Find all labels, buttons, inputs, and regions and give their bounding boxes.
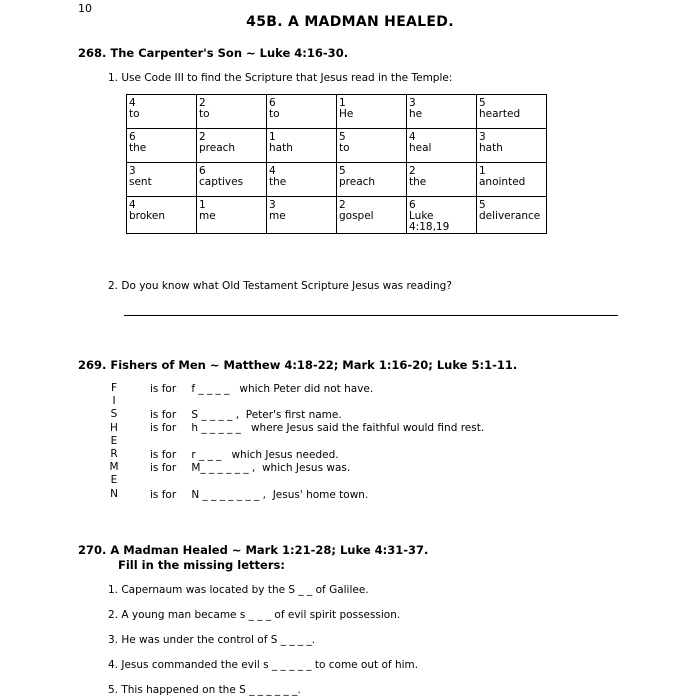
code-word: the [269, 176, 287, 188]
code-table-cell [267, 163, 337, 197]
code-number: 2 [199, 131, 206, 143]
code-table-cell [477, 95, 547, 129]
code-number: 6 [269, 97, 276, 109]
code-number: 2 [199, 97, 206, 109]
code-table-cell [337, 163, 407, 197]
blank-word[interactable]: f _ _ _ _ [191, 383, 230, 395]
code-number: 3 [129, 165, 136, 177]
code-number: 5 [479, 97, 486, 109]
code-word: Luke 4:18,19 [409, 210, 450, 233]
fishers-row-s [150, 409, 342, 421]
code-table-cell [477, 197, 547, 234]
code-word: anointed [479, 176, 526, 188]
acrostic-letter: S [110, 408, 118, 421]
code-number: 6 [199, 165, 206, 177]
code-table-cell [407, 129, 477, 163]
acrostic-letter: E [110, 434, 118, 447]
section-270-heading: 270. A Madman Healed ~ Mark 1:21-28; Luke 4:31-37. [78, 543, 429, 557]
fishers-row-n [150, 489, 368, 501]
code-table-cell [477, 129, 547, 163]
answer-line[interactable] [124, 315, 618, 316]
fishers-row-r [150, 449, 339, 461]
acrostic-letter: I [112, 395, 116, 408]
page-number: 10 [78, 2, 92, 15]
code-word: hearted [479, 108, 521, 120]
acrostic-letter: F [110, 382, 118, 394]
code-table-cell [127, 197, 197, 234]
section-268-question-1: 1. Use Code III to find the Scripture that Jesus read in the Temple: [108, 72, 453, 84]
acrostic-letter: N [110, 487, 118, 500]
fishers-row-m [150, 462, 350, 474]
code-table-cell [337, 129, 407, 163]
madman-question-3: 3. He was under the control of S _ _ _ _. [108, 634, 316, 646]
clue-text: which Jesus needed. [231, 449, 339, 461]
code-word: deliverance [479, 210, 541, 222]
fishers-row-f [150, 383, 373, 395]
code-table-cell [197, 129, 267, 163]
code-number: 3 [269, 199, 276, 211]
code-table-cell [267, 95, 337, 129]
fishers-row-h [150, 422, 484, 434]
code-table-row [127, 95, 547, 129]
code-number: 5 [339, 131, 346, 143]
code-word: gospel [339, 210, 374, 222]
is-for-label: is for [150, 462, 177, 474]
clue-text: which Peter did not have. [239, 383, 374, 395]
is-for-label: is for [150, 422, 177, 434]
code-table [126, 94, 547, 234]
code-number: 5 [339, 165, 346, 177]
clue-text: Peter's first name. [245, 409, 342, 421]
blank-word[interactable]: r _ _ _ [191, 449, 222, 461]
code-word: hath [479, 142, 503, 154]
madman-question-1: 1. Capernaum was located by the S _ _ of Galilee. [108, 584, 369, 596]
blank-word[interactable]: M_ _ _ _ _ _ , [191, 462, 256, 474]
code-number: 5 [479, 199, 486, 211]
code-table-cell [407, 197, 477, 234]
madman-question-4: 4. Jesus commanded the evil s _ _ _ _ _ to come out of him. [108, 659, 419, 671]
section-268-heading: 268. The Carpenter's Son ~ Luke 4:16-30. [78, 46, 349, 60]
code-number: 4 [409, 131, 416, 143]
code-word: to [339, 142, 350, 154]
clue-text: where Jesus said the faithful would find rest. [250, 422, 485, 434]
code-word: to [199, 108, 210, 120]
clue-text: which Jesus was. [261, 462, 351, 474]
code-number: 1 [339, 97, 346, 109]
section-268-question-2: 2. Do you know what Old Testament Scripture Jesus was reading? [108, 280, 452, 292]
code-table-cell [127, 95, 197, 129]
code-number: 6 [409, 199, 416, 211]
clue-text: Jesus' home town. [272, 489, 369, 501]
code-word: to [129, 108, 140, 120]
code-word: sent [129, 176, 152, 188]
code-number: 1 [479, 165, 486, 177]
code-word: me [269, 210, 286, 222]
page-title: 45B. A MADMAN HEALED. [246, 14, 454, 30]
code-word: preach [339, 176, 376, 188]
code-number: 6 [129, 131, 136, 143]
blank-word[interactable]: S _ _ _ _ , [191, 409, 240, 421]
code-number: 4 [129, 97, 136, 109]
code-word: me [199, 210, 216, 222]
code-number: 4 [129, 199, 136, 211]
section-269-heading: 269. Fishers of Men ~ Matthew 4:18-22; Mark 1:16-20; Luke 5:1-11. [78, 358, 518, 372]
code-word: broken [129, 210, 165, 222]
code-table-cell [127, 163, 197, 197]
code-number: 3 [409, 97, 416, 109]
code-number: 1 [269, 131, 276, 143]
code-number: 2 [409, 165, 416, 177]
acrostic-letter: E [110, 474, 118, 487]
blank-word[interactable]: h _ _ _ _ _ [191, 422, 241, 434]
code-number: 3 [479, 131, 486, 143]
code-word: preach [199, 142, 236, 154]
code-table-cell [407, 163, 477, 197]
code-table-cell [337, 197, 407, 234]
code-table-cell [197, 197, 267, 234]
is-for-label: is for [150, 489, 177, 501]
code-number: 1 [199, 199, 206, 211]
code-table-row [127, 163, 547, 197]
is-for-label: is for [150, 409, 177, 421]
acrostic-letter: R [110, 448, 118, 461]
code-table-cell [197, 163, 267, 197]
code-table-cell [127, 129, 197, 163]
code-table-row [127, 129, 547, 163]
madman-question-2: 2. A young man became s _ _ _ of evil spirit possession. [108, 609, 401, 621]
code-table-cell [337, 95, 407, 129]
acrostic-letter: H [110, 421, 118, 434]
code-word: the [129, 142, 147, 154]
code-word: hath [269, 142, 293, 154]
code-word: to [269, 108, 280, 120]
madman-question-5: 5. This happened on the S _ _ _ _ _ _. [108, 684, 301, 696]
section-270-subheading: Fill in the missing letters: [118, 558, 285, 572]
code-table-cell [267, 197, 337, 234]
code-word: he [409, 108, 423, 120]
code-table-cell [267, 129, 337, 163]
code-word: heal [409, 142, 432, 154]
code-word: He [339, 108, 354, 120]
is-for-label: is for [150, 383, 177, 395]
code-word: the [409, 176, 427, 188]
code-table-cell [407, 95, 477, 129]
code-table-row [127, 197, 547, 234]
code-number: 4 [269, 165, 276, 177]
acrostic-letters [109, 382, 119, 501]
acrostic-letter: M [109, 461, 119, 474]
code-table-cell [477, 163, 547, 197]
code-number: 2 [339, 199, 346, 211]
code-word: captives [199, 176, 244, 188]
blank-word[interactable]: N _ _ _ _ _ _ _ , [191, 489, 266, 501]
code-table-cell [197, 95, 267, 129]
is-for-label: is for [150, 449, 177, 461]
